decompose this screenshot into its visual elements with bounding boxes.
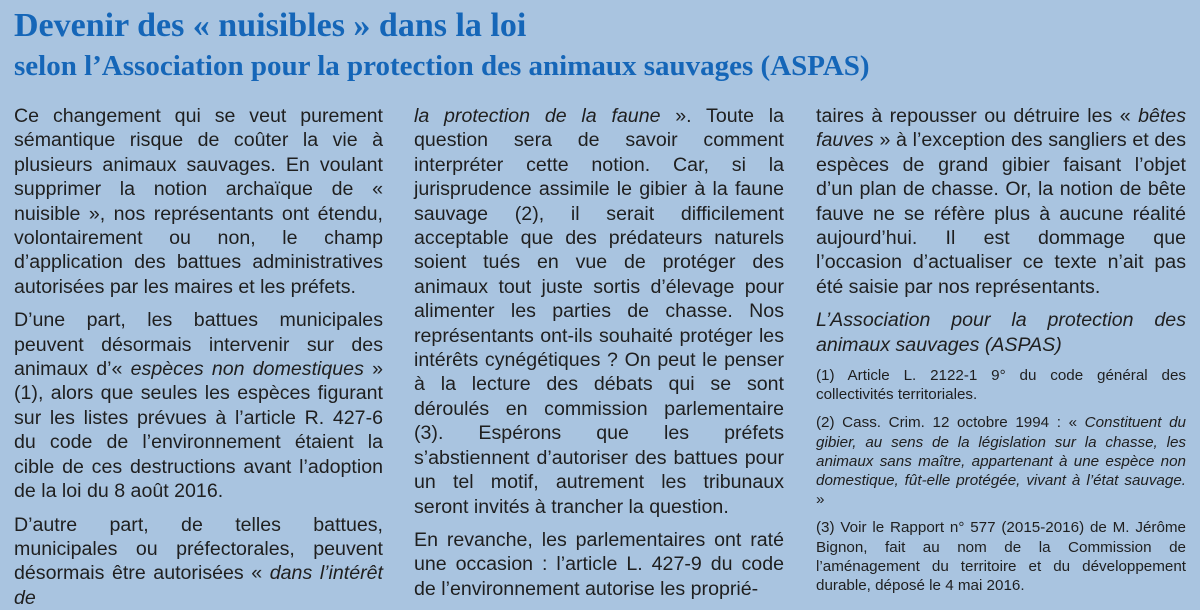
paragraph: la protection de la faune ». Toute la question sera de savoir comment interpréter cette notion. Car, si la jurisprudence assimile le gibier à la faune sauvage (2), il serait difficilement acceptable que des prédateurs naturels soient tués en vue de protéger des animaux tout juste sortis d’élevage pour alimenter les parties de chasse. Nos représentants ont-ils souhaité protéger les intérêts cynégétiques ? On peut le penser à la lecture des débats qui se sont déroulés en commission parlementaire (3). Espérons que les préfets s’abstiennent d’autoriser des battues pour un tel motif, autrement les tribunaux seront invités à trancher la question. (414, 104, 784, 519)
footnote-2: (2) Cass. Crim. 12 octobre 1994 : « Constituent du gibier, au sens de la législation sur la chasse, les animaux sans maître, appartenant à une espèce non domestique, fût-elle protégée, vivant à l’état sauvage. » (816, 413, 1186, 509)
text-column-3 (816, 104, 1186, 588)
paragraph: D’autre part, de telles battues, municipales ou préfectorales, peuvent désormais être autorisées « dans l’intérêt de (14, 513, 383, 610)
paragraph: D’une part, les battues municipales peuvent désormais intervenir sur des animaux d’« espèces non domestiques » (1), alors que seules les espèces figurant sur les listes prévues à l’article R. 427-6 du code de l’environnement étaient la cible de ces destructions avant l’adoption de la loi du 8 août 2016. (14, 308, 383, 503)
paragraph: En revanche, les parlementaires ont raté une occasion : l’article L. 427-9 du code de l’environnement autorise les proprié- (414, 528, 784, 601)
footnote-1: (1) Article L. 2122-1 9° du code général des collectivités territoriales. (816, 366, 1186, 404)
paragraph: Ce changement qui se veut purement sémantique risque de coûter la vie à plusieurs animaux sauvages. En voulant supprimer la notion archaïque de « nuisible », nos représentants ont étendu, volontairement ou non, le champ d’application des battues administratives autorisées par les maires et les préfets. (14, 104, 383, 299)
article-subtitle: selon l’Association pour la protection des animaux sauvages (ASPAS) (14, 48, 870, 84)
article-title: Devenir des « nuisibles » dans la loi (14, 6, 526, 46)
paragraph: taires à repousser ou détruire les « bêtes fauves » à l’exception des sangliers et des espèces de grand gibier faisant l’objet d’un plan de chasse. Or, la notion de bête fauve ne se réfère plus à aucune réalité aujourd’hui. Il est dommage que l’occasion d’actualiser ce texte n’ait pas été saisie par nos représentants. (816, 104, 1186, 299)
signature: L’Association pour la protection des animaux sauvages (ASPAS) (816, 308, 1186, 357)
text-column-2 (414, 104, 784, 588)
text-column-1 (14, 104, 383, 588)
footnote-3: (3) Voir le Rapport n° 577 (2015-2016) de M. Jérôme Bignon, fait au nom de la Commission de l’aménagement du territoire et du développement durable, déposé le 4 mai 2016. (816, 518, 1186, 595)
